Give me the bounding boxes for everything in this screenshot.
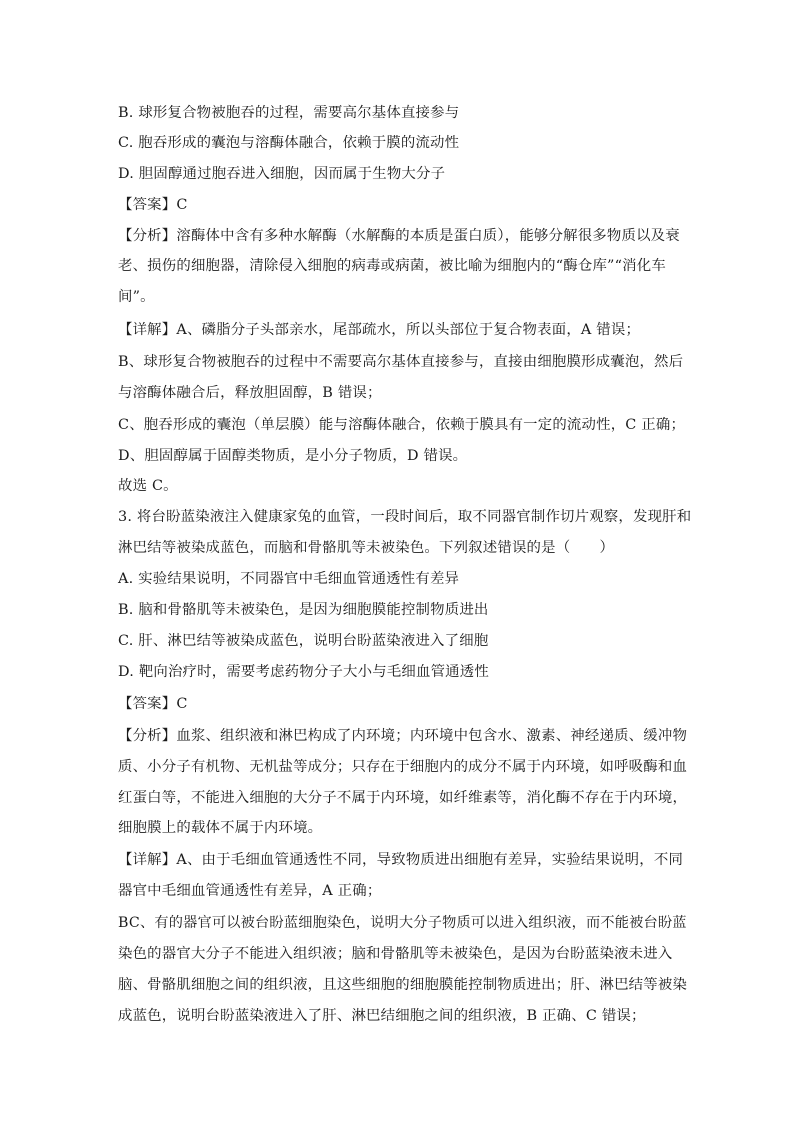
option-d-line: D. 靶向治疗时，需要考虑药物分子大小与毛细血管通透性 xyxy=(118,664,489,680)
question-line: 3. 将台盼蓝染液注入健康家兔的血管，一段时间后，取不同器官制作切片观察，发现肝和 xyxy=(118,509,692,525)
option-c-line: C. 肝、淋巴结等被染成蓝色，说明台盼蓝染液进入了细胞 xyxy=(118,633,489,649)
detail-line: C、胞吞形成的囊泡（单层膜）能与溶酶体融合，依赖于膜具有一定的流动性，C 正确； xyxy=(118,417,686,433)
analysis-line: 间”。 xyxy=(118,289,155,305)
analysis-line: 【分析】血浆、组织液和淋巴构成了内环境；内环境中包含水、激素、神经递质、缓冲物 xyxy=(118,728,688,744)
analysis-line: 细胞膜上的载体不属于内环境。 xyxy=(118,820,323,836)
option-c-line: C. 胞吞形成的囊泡与溶酶体融合，依赖于膜的流动性 xyxy=(118,135,460,151)
detail-line: BC、有的器官可以被台盼蓝细胞染色，说明大分子物质可以进入组织液，而不能被台盼蓝 xyxy=(118,915,687,931)
detail-line: D、胆固醇属于固醇类物质，是小分子物质，D 错误。 xyxy=(118,448,468,464)
analysis-line: 老、损伤的细胞器，清除侵入细胞的病毒或病菌，被比喻为细胞内的“酶仓库”“消化车 xyxy=(118,258,666,274)
option-b-line: B. 球形复合物被胞吞的过程，需要高尔基体直接参与 xyxy=(118,105,460,121)
analysis-line: 红蛋白等，不能进入细胞的大分子不属于内环境，如纤维素等，消化酶不存在于内环境， xyxy=(118,790,688,806)
option-b-line: B. 脑和骨骼肌等未被染色，是因为细胞膜能控制物质进出 xyxy=(118,602,489,618)
detail-line: 与溶酶体融合后，释放胆固醇，B 错误； xyxy=(118,385,382,401)
answer-line: 【答案】C xyxy=(118,197,188,213)
detail-line: B、球形复合物被胞吞的过程中不需要高尔基体直接参与，直接由细胞膜形成囊泡，然后 xyxy=(118,354,684,370)
analysis-line: 质、小分子有机物、无机盐等成分；只存在于细胞内的成分不属于内环境，如呼吸酶和血 xyxy=(118,759,688,775)
detail-line: 成蓝色，说明台盼蓝染液进入了肝、淋巴结细胞之间的组织液，B 正确、C 错误； xyxy=(118,1008,646,1024)
detail-line: 【详解】A、磷脂分子头部亲水，尾部疏水，所以头部位于复合物表面，A 错误； xyxy=(118,322,641,338)
analysis-line: 【分析】溶酶体中含有多种水解酶（水解酶的本质是蛋白质），能够分解很多物质以及衰 xyxy=(118,228,680,244)
detail-line: 【详解】A、由于毛细血管通透性不同，导致物质进出细胞有差异，实验结果说明，不同 xyxy=(118,852,684,868)
option-a-line: A. 实验结果说明，不同器官中毛细血管通透性有差异 xyxy=(118,571,460,587)
question-line: 淋巴结等被染成蓝色，而脑和骨骼肌等未被染色。下列叙述错误的是（ ） xyxy=(118,540,615,556)
detail-line: 染色的器官大分子不能进入组织液；脑和骨骼肌等未被染色，是因为台盼蓝染液未进入 xyxy=(118,946,673,962)
detail-line: 脑、骨骼肌细胞之间的组织液，且这些细胞的细胞膜能控制物质进出；肝、淋巴结等被染 xyxy=(118,977,688,993)
answer-line: 【答案】C xyxy=(118,696,188,712)
option-d-line: D. 胆固醇通过胞吞进入细胞，因而属于生物大分子 xyxy=(118,166,446,182)
conclusion-line: 故选 C。 xyxy=(118,478,178,494)
detail-line: 器官中毛细血管通透性有差异，A 正确； xyxy=(118,883,382,899)
